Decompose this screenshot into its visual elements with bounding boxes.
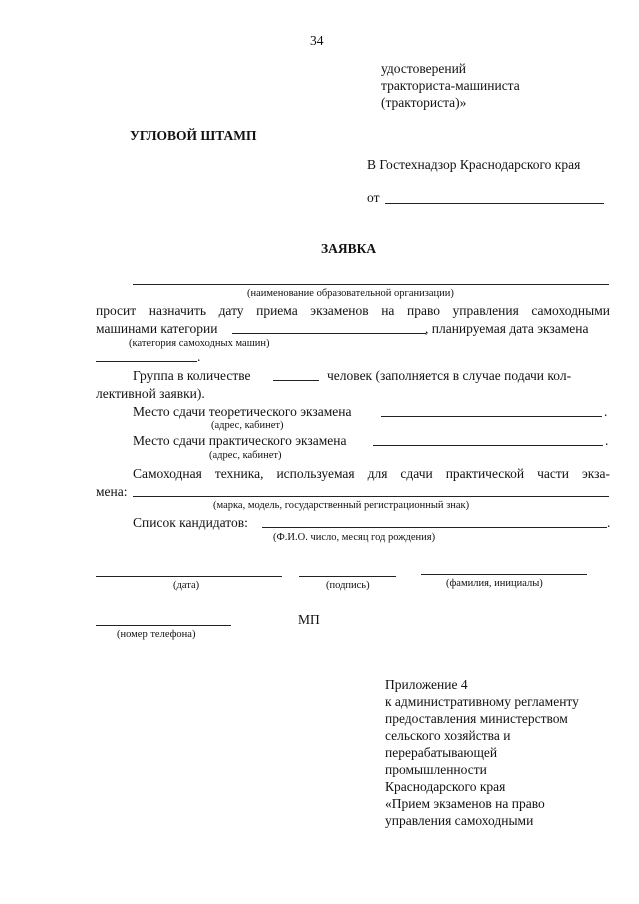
practice-place-end: . — [605, 433, 609, 448]
caption-theory-address: (адрес, кабинет) — [211, 420, 284, 431]
appendix-line: к административному регламенту — [385, 694, 579, 709]
appendix-line: Краснодарского края — [385, 779, 506, 794]
candidates-end: . — [607, 515, 611, 530]
vehicle-label: Самоходная техника, используемая для сдачи практической части экза- — [133, 466, 610, 481]
vehicle-field[interactable] — [133, 496, 609, 497]
top-right-line: (тракториста)» — [381, 95, 467, 110]
practice-place-field[interactable] — [373, 445, 603, 446]
group-label: Группа в количестве — [133, 368, 251, 383]
theory-place-field[interactable] — [381, 416, 602, 417]
caption-practice-address: (адрес, кабинет) — [209, 450, 282, 461]
body-line-2-end: , планируемая дата экзамена — [425, 321, 589, 336]
caption-date: (дата) — [173, 580, 200, 591]
signature-field[interactable] — [299, 576, 396, 577]
from-field[interactable] — [385, 203, 604, 204]
appendix-line: «Прием экзаменов на право — [385, 796, 545, 811]
appendix-line: сельского хозяйства и — [385, 728, 511, 743]
caption-phone: (номер телефона) — [117, 629, 196, 640]
top-right-line: тракториста-машиниста — [381, 78, 520, 93]
group-count-field[interactable] — [273, 380, 319, 381]
name-field[interactable] — [421, 574, 587, 575]
appendix-line: промышленности — [385, 762, 487, 777]
top-right-block — [381, 60, 520, 111]
caption-vehicle: (марка, модель, государственный регистрационный знак) — [213, 500, 470, 511]
corner-stamp-label: УГЛОВОЙ ШТАМП — [130, 128, 257, 143]
seal-mark: МП — [298, 612, 320, 627]
organization-name-field[interactable] — [133, 284, 609, 285]
phone-field[interactable] — [96, 625, 231, 626]
addressee: В Гостехнадзор Краснодарского края — [367, 157, 581, 172]
caption-machine-category: (категория самоходных машин) — [129, 338, 270, 349]
document-title: ЗАЯВКА — [321, 241, 377, 256]
appendix-line: предоставления министерством — [385, 711, 568, 726]
appendix-line: перерабатывающей — [385, 745, 498, 760]
planned-date-end: . — [197, 349, 201, 364]
caption-candidates: (Ф.И.О. число, месяц год рождения) — [273, 532, 436, 543]
appendix-line: Приложение 4 — [385, 677, 468, 692]
body-line-1: просит назначить дату приема экзаменов на право управления самоходными — [96, 303, 610, 318]
vehicle-label-cont: мена: — [96, 484, 128, 499]
appendix-block — [385, 676, 579, 829]
appendix-line: управления самоходными — [385, 813, 534, 828]
planned-date-field[interactable] — [96, 361, 197, 362]
theory-place-end: . — [604, 404, 608, 419]
top-right-line: удостоверений — [381, 61, 467, 76]
group-note-cont: лективной заявки). — [96, 386, 205, 401]
practice-place-label: Место сдачи практического экзамена — [133, 433, 347, 448]
from-label: от — [367, 190, 380, 205]
body-line-2-start: машинами категории — [96, 321, 218, 336]
caption-org-name: (наименование образовательной организации) — [247, 288, 454, 299]
candidates-field[interactable] — [262, 527, 607, 528]
caption-signature: (подпись) — [326, 580, 370, 591]
group-note: человек (заполняется в случае подачи кол- — [327, 368, 572, 383]
machine-category-field[interactable] — [232, 333, 426, 334]
caption-name: (фамилия, инициалы) — [446, 578, 543, 589]
page-number: 34 — [310, 33, 324, 48]
candidates-label: Список кандидатов: — [133, 515, 248, 530]
theory-place-label: Место сдачи теоретического экзамена — [133, 404, 352, 419]
date-field[interactable] — [96, 576, 282, 577]
